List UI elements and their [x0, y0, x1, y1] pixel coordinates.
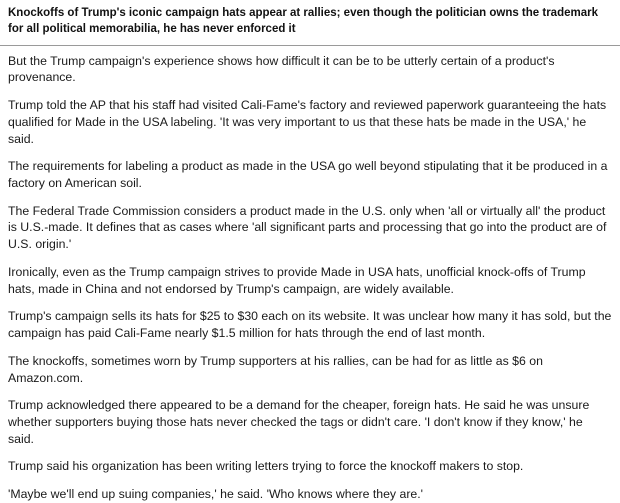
article-paragraph: The requirements for labeling a product as made in the USA go well beyond stipulating that it be produced in a factory on American soil. [8, 159, 608, 191]
article-paragraph: The knockoffs, sometimes worn by Trump supporters at his rallies, can be had for as little as $6 on Amazon.com. [8, 353, 543, 385]
article-body [0, 46, 620, 503]
article-paragraph: Trump told the AP that his staff had visited Cali-Fame's factory and reviewed paperwork guaranteeing the hats qualified for Made in the USA labeling. 'It was very important to us that these hats be made in the USA,' he said. [8, 98, 607, 146]
article-paragraph: Trump's campaign sells its hats for $25 to $30 each on its website. It was unclear how many it has sold, but the campaign has paid Cali-Fame nearly $1.5 million for hats through the end of last month. [8, 309, 612, 341]
article-paragraph: Trump said his organization has been writing letters trying to force the knockoff makers to stop. [8, 459, 524, 474]
article-paragraph: But the Trump campaign's experience shows how difficult it can be to be utterly certain of a product's provenance. [8, 53, 555, 85]
article-paragraph: Ironically, even as the Trump campaign strives to provide Made in USA hats, unofficial knock-offs of Trump hats, made in China and not endorsed by Trump's campaign, are widely available. [8, 264, 586, 296]
article-paragraph: The Federal Trade Commission considers a product made in the U.S. only when 'all or virtually all' the product is U.S.-made. It defines that as cases where 'all significant parts and processing that go into the product are of U.S. origin.' [8, 203, 607, 252]
article-paragraph: Trump acknowledged there appeared to be a demand for the cheaper, foreign hats. He said he was unsure whether supporters buying those hats never checked the tags or didn't care. 'I don't know if they know,' he said. [8, 398, 590, 446]
article-paragraph: 'Maybe we'll end up suing companies,' he said. 'Who knows where they are.' [8, 487, 424, 502]
image-caption: Knockoffs of Trump's iconic campaign hats appear at rallies; even though the politician owns the trademark for all political memorabilia, he has never enforced it [0, 0, 620, 46]
